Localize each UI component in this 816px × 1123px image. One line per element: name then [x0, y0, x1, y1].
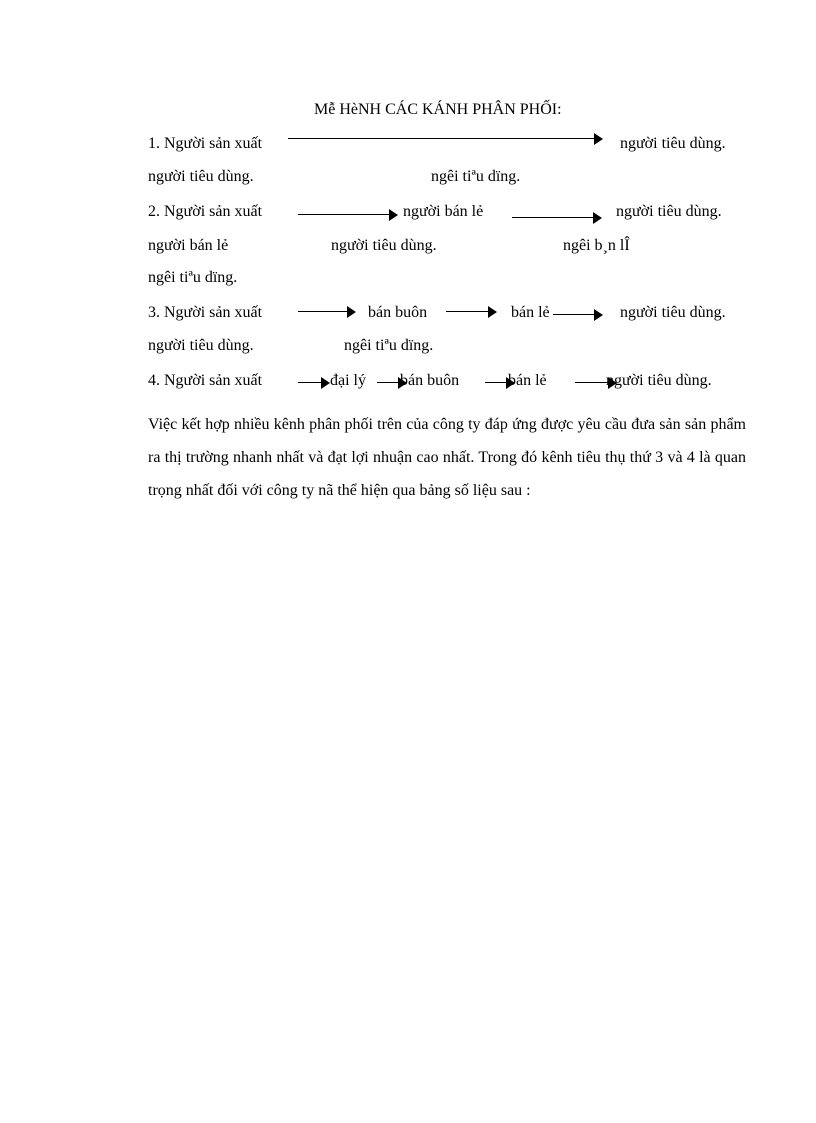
channel-2-garbled-text-2: ngêi tiªu dïng.: [148, 269, 238, 286]
channel-3-wholesaler: bán buôn: [368, 304, 428, 321]
channel-3-consumer-repeat: người tiêu dùng.: [148, 337, 254, 354]
channel-2-consumer: người tiêu dùng.: [616, 203, 722, 220]
page-title: Mễ HèNH CÁC KÁNH PHÂN PHỐI:: [314, 101, 562, 118]
channel-4-wholesaler: bán buôn: [400, 372, 460, 389]
channel-2-retailer-repeat: người bán lẻ: [148, 237, 229, 254]
arrow-icon: [553, 309, 603, 321]
arrow-icon: [512, 212, 602, 224]
channel-1-consumer: người tiêu dùng.: [620, 135, 726, 152]
channel-1-producer: 1. Người sản xuất: [148, 135, 263, 152]
channel-2-retailer: người bán lẻ: [403, 203, 484, 220]
channel-3-retailer: bán lẻ: [511, 304, 550, 321]
channel-4-agent: đại lý: [330, 372, 366, 389]
channel-3-garbled-text: ngêi tiªu dïng.: [344, 337, 434, 354]
arrow-icon: [446, 306, 497, 318]
arrow-icon: [298, 209, 398, 221]
channel-2-consumer-repeat: người tiêu dùng.: [331, 237, 437, 254]
channel-3-consumer: người tiêu dùng.: [620, 304, 726, 321]
channel-4-producer: 4. Người sản xuất: [148, 372, 263, 389]
channel-1-garbled-text: ngêi tiªu dïng.: [431, 168, 521, 185]
channel-1-consumer-repeat: người tiêu dùng.: [148, 168, 254, 185]
channel-2-producer: 2. Người sản xuất: [148, 203, 263, 220]
body-paragraph: Việc kết hợp nhiều kênh phân phối trên của công ty đáp ứng được yêu cầu đưa sản sản phẩm ra thị trường nhanh nhất và đạt lợi nhuận cao nhất. Trong đó kênh tiêu thụ thứ 3 và 4 là quan trọng nhất đối với công ty nã thể hiện qua bảng số liệu sau :: [148, 416, 746, 499]
channel-4-consumer: người tiêu dùng.: [606, 372, 712, 389]
arrow-icon: [298, 377, 330, 389]
arrow-icon: [288, 133, 603, 145]
channel-4-retailer: bán lẻ: [508, 372, 547, 389]
arrow-icon: [298, 306, 356, 318]
channel-3-producer: 3. Người sản xuất: [148, 304, 263, 321]
channel-2-garbled-text: ngêi b¸n lÎ: [563, 237, 630, 254]
